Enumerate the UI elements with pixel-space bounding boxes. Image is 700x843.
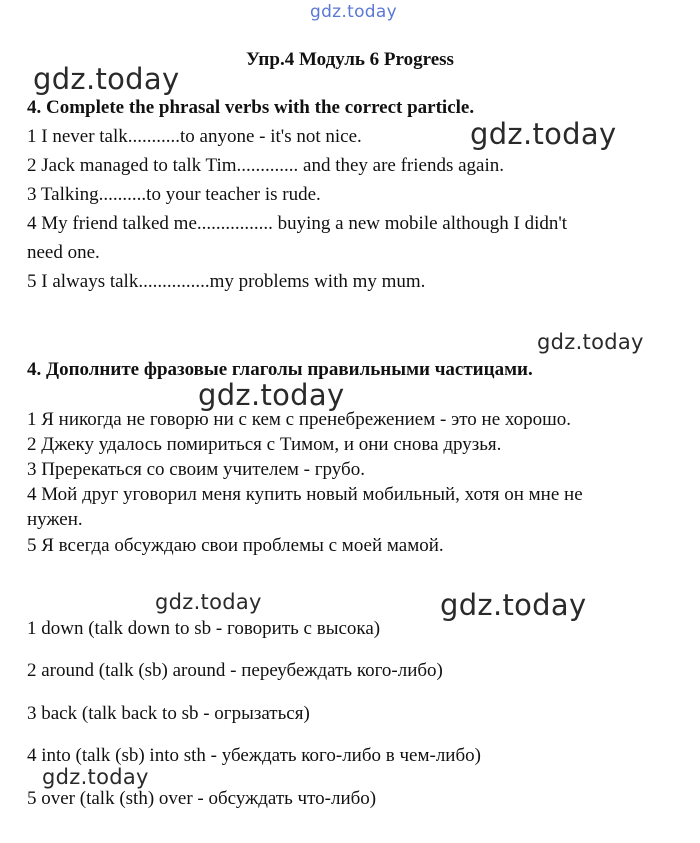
exercise-heading-ru: 4. Дополните фразовые глаголы правильными частицами. xyxy=(27,359,533,380)
watermark: gdz.today xyxy=(198,378,345,412)
exercise-line: need one. xyxy=(27,242,100,263)
translation-line: 4 Мой друг уговорил меня купить новый мобильный, хотя он мне не xyxy=(27,484,583,505)
watermark: gdz.today xyxy=(33,62,180,96)
translation-line: нужен. xyxy=(27,509,83,530)
answer-line: 2 around (talk (sb) around - переубеждать кого-либо) xyxy=(27,660,443,681)
watermark: gdz.today xyxy=(470,117,617,151)
answer-line: 4 into (talk (sb) into sth - убеждать кого-либо в чем-либо) xyxy=(27,745,481,766)
watermark: gdz.today xyxy=(537,330,644,354)
exercise-line: 3 Talking..........to your teacher is rude. xyxy=(27,184,321,205)
page-title: Упр.4 Модуль 6 Progress xyxy=(246,49,454,70)
exercise-line: 1 I never talk...........to anyone - it's not nice. xyxy=(27,126,362,147)
answer-line: 5 over (talk (sth) over - обсуждать что-либо) xyxy=(27,788,377,809)
watermark: gdz.today xyxy=(440,588,587,622)
translation-line: 5 Я всегда обсуждаю свои проблемы с моей мамой. xyxy=(27,535,444,556)
watermark: gdz.today xyxy=(42,765,149,789)
exercise-line: 2 Jack managed to talk Tim............. and they are friends again. xyxy=(27,155,505,176)
answer-line: 3 back (talk back to sb - огрызаться) xyxy=(27,703,310,724)
translation-line: 3 Пререкаться со своим учителем - грубо. xyxy=(27,459,365,480)
answer-line: 1 down (talk down to sb - говорить с высока) xyxy=(27,618,381,639)
translation-line: 2 Джеку удалось помириться с Тимом, и они снова друзья. xyxy=(27,434,502,455)
watermark-top: gdz.today xyxy=(310,2,397,22)
watermark: gdz.today xyxy=(155,590,262,614)
exercise-heading-en: 4. Complete the phrasal verbs with the correct particle. xyxy=(27,97,475,118)
exercise-line: 5 I always talk...............my problems with my mum. xyxy=(27,271,426,292)
exercise-line: 4 My friend talked me................ buying a new mobile although I didn't xyxy=(27,213,568,234)
translation-line: 1 Я никогда не говорю ни с кем с пренебрежением - это не хорошо. xyxy=(27,409,572,430)
